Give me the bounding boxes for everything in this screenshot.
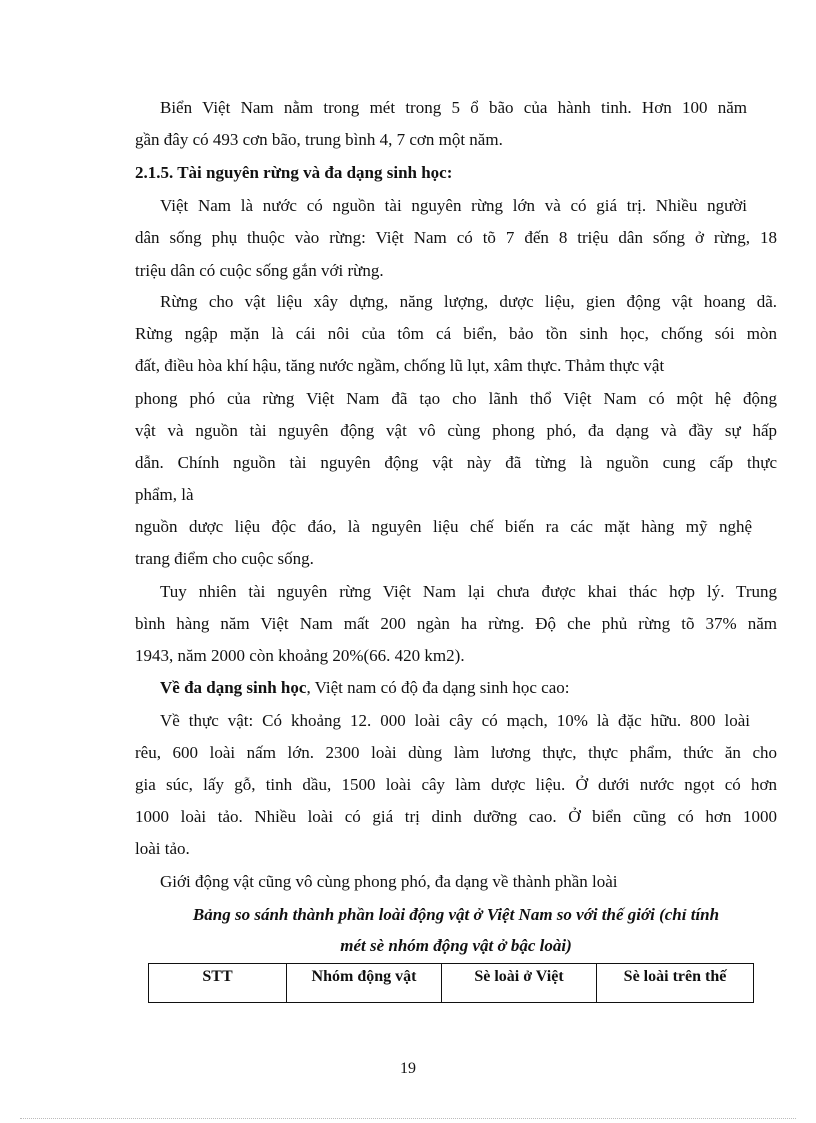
text-line: dân sống phụ thuộc vào rừng: Việt Nam có tõ 7 đến 8 triệu dân sống ở rừng, 18: [135, 228, 777, 247]
text-line: phẩm, là: [135, 485, 194, 504]
text-line: 1943, năm 2000 còn khoảng 20%(66. 420 km2).: [135, 646, 465, 665]
text-line: dẫn. Chính nguồn tài nguyên động vật này đã từng là nguồn cung cấp thực: [135, 453, 777, 472]
text-line: 1000 loài tảo. Nhiều loài có giá trị dinh dưỡng cao. Ở biển cũng có hơn 1000: [135, 807, 777, 826]
table-caption: Bảng so sánh thành phần loài động vật ở Việt Nam so với thế giới (chỉ tính: [192, 905, 720, 924]
text-line: gia súc, lấy gỗ, tinh dầu, 1500 loài cây làm dược liệu. Ở dưới nước ngọt có hơn: [135, 775, 777, 794]
text-line: Tuy nhiên tài nguyên rừng Việt Nam lại chưa được khai thác hợp lý. Trung: [160, 582, 777, 601]
biodiversity-bold: Về đa dạng sinh học: [160, 678, 307, 697]
table-header-cell: Nhóm động vật: [287, 964, 442, 1003]
text-line: Việt Nam là nước có nguồn tài nguyên rừng lớn và có giá trị. Nhiều người: [160, 196, 747, 215]
text-line: bình hàng năm Việt Nam mất 200 ngàn ha rừng. Độ che phủ rừng tõ 37% năm: [135, 614, 777, 633]
table-header-cell: Sè loài trên thế: [597, 964, 754, 1003]
text-line: vật và nguồn tài nguyên động vật vô cùng phong phó, đa dạng và đầy sự hấp: [135, 421, 777, 440]
table-caption: mét sè nhóm động vật ở bậc loài): [340, 936, 572, 955]
text-line: rêu, 600 loài nấm lớn. 2300 loài dùng làm lương thực, thực phẩm, thức ăn cho: [135, 743, 777, 762]
text-line: phong phó của rừng Việt Nam đã tạo cho lãnh thổ Việt Nam có một hệ động: [135, 389, 777, 408]
page-bottom-divider: [20, 1118, 796, 1119]
table-header-cell: STT: [149, 964, 287, 1003]
text-line: Rừng ngập mặn là cái nôi của tôm cá biển, bảo tồn sinh học, chống sói mòn: [135, 324, 777, 343]
text-line: triệu dân có cuộc sống gắn với rừng.: [135, 261, 384, 280]
text-line: Giới động vật cũng vô cùng phong phó, đa dạng về thành phần loài: [160, 872, 618, 891]
text-line: trang điểm cho cuộc sống.: [135, 549, 314, 568]
text-line: Về thực vật: Có khoảng 12. 000 loài cây có mạch, 10% là đặc hữu. 800 loài: [160, 711, 750, 730]
table-header-row: [149, 964, 754, 1003]
section-heading: 2.1.5. Tài nguyên rừng và đa dạng sinh học:: [135, 163, 453, 182]
page-number: 19: [400, 1060, 416, 1077]
biodiversity-intro: [160, 678, 569, 698]
table-header-cell: Sè loài ở Việt: [442, 964, 597, 1003]
comparison-table: [148, 963, 754, 1003]
text-line: Biển Việt Nam nằm trong mét trong 5 ổ bão của hành tinh. Hơn 100 năm: [160, 98, 747, 117]
text-line: Rừng cho vật liệu xây dựng, năng lượng, dược liệu, gien động vật hoang dã.: [160, 292, 777, 311]
text-line: gần đây có 493 cơn bão, trung bình 4, 7 cơn một năm.: [135, 130, 503, 149]
biodiversity-rest: , Việt nam có độ đa dạng sinh học cao:: [306, 678, 570, 697]
text-line: nguồn dược liệu độc đáo, là nguyên liệu chế biến ra các mặt hàng mỹ nghệ: [135, 517, 752, 536]
text-line: loài tảo.: [135, 839, 190, 858]
text-line: đất, điều hòa khí hậu, tăng nước ngầm, chống lũ lụt, xâm thực. Thảm thực vật: [135, 356, 665, 375]
